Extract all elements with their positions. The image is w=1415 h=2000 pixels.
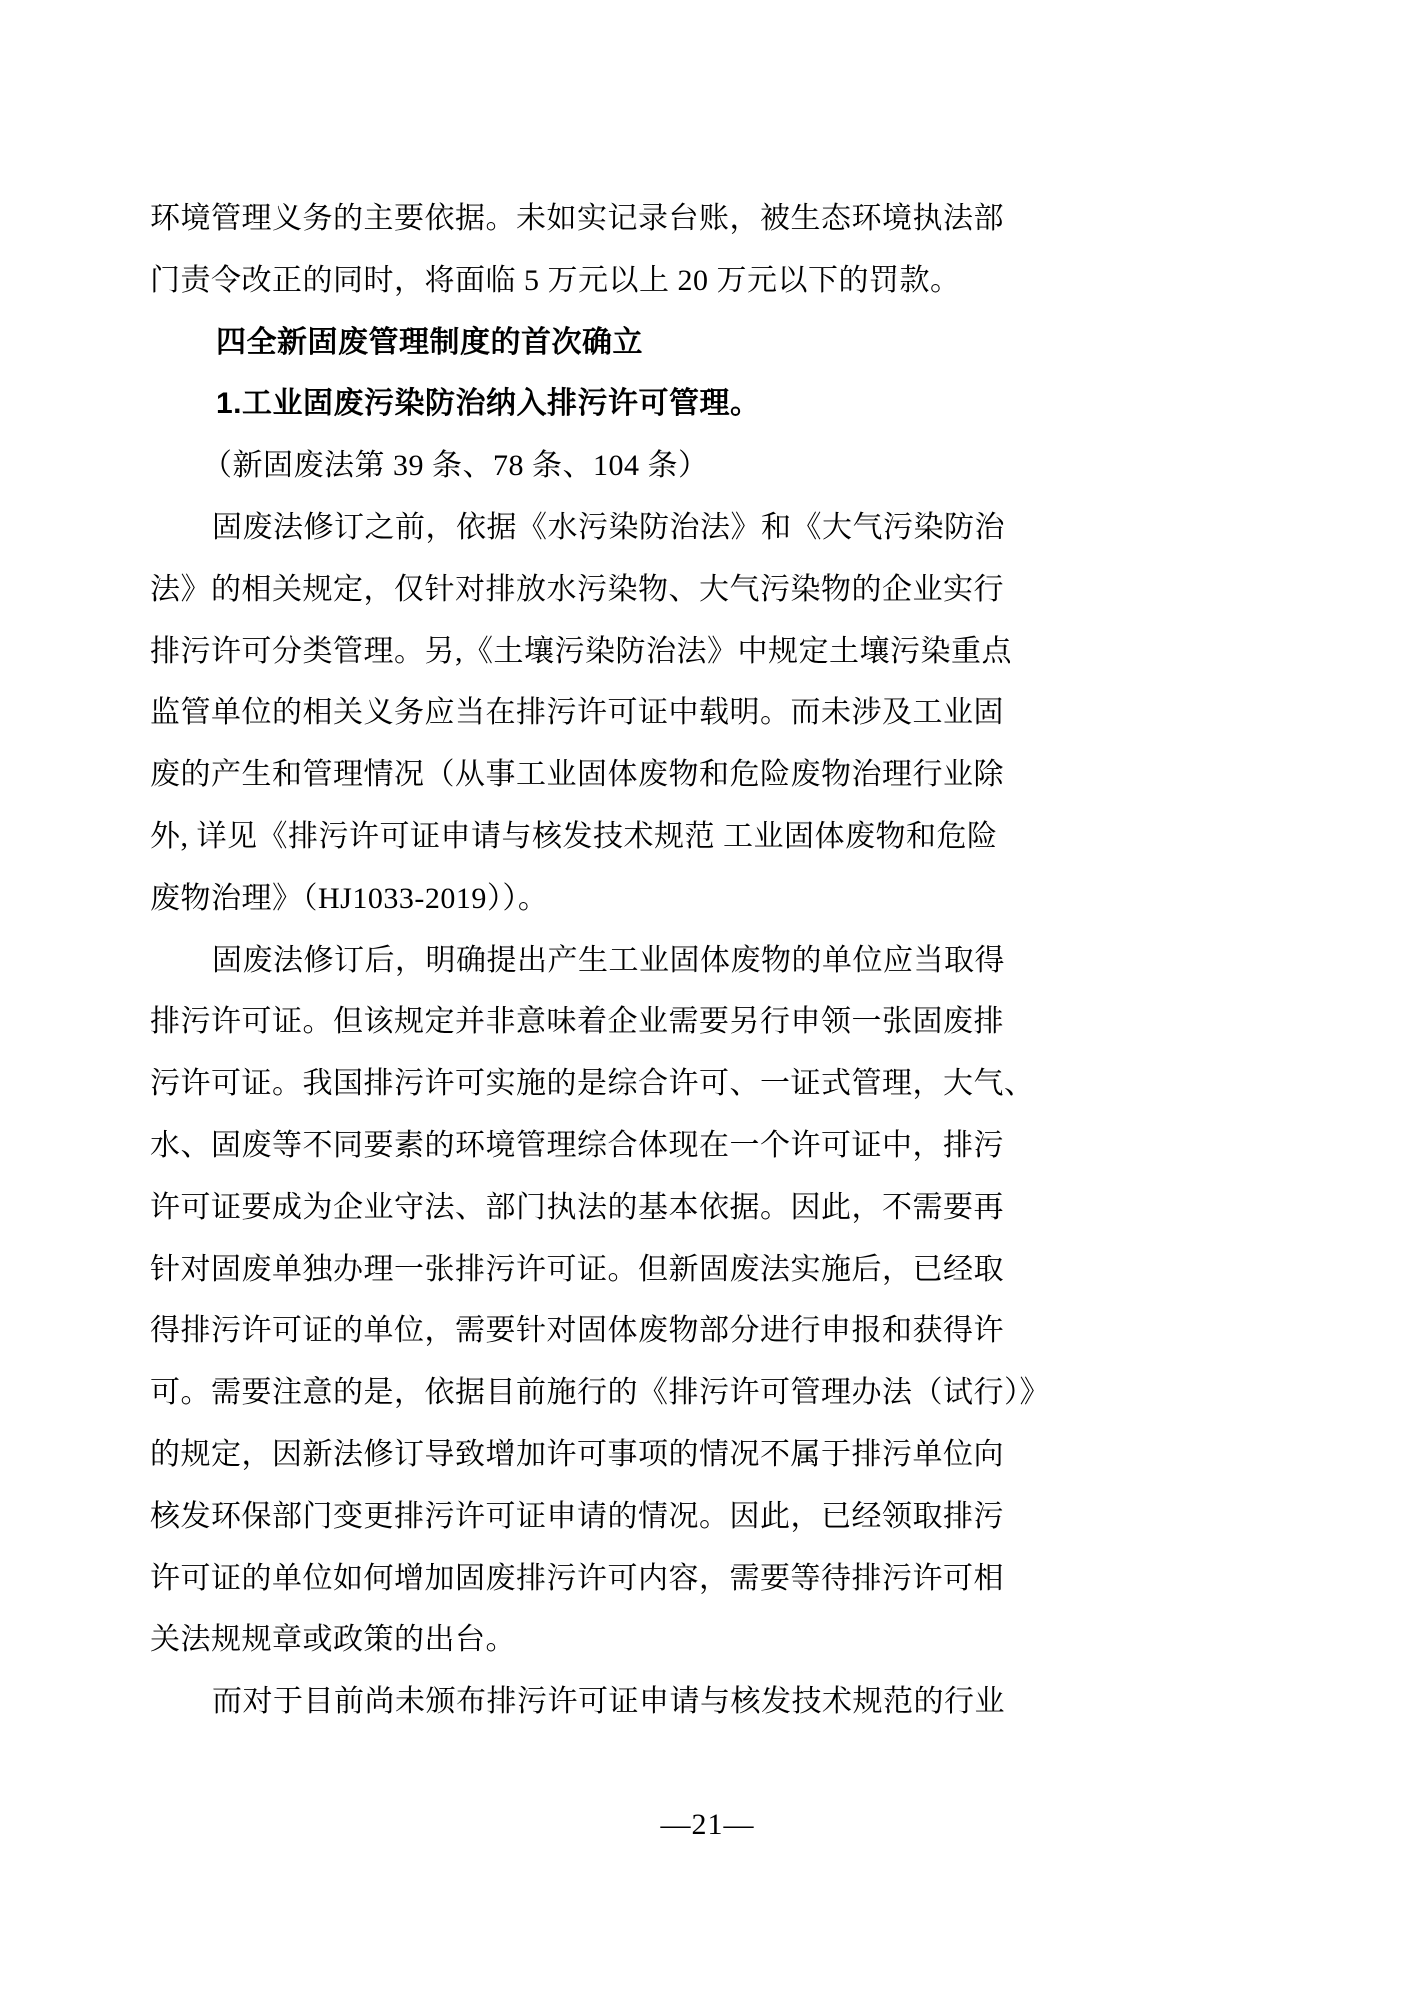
text-line: 的规定，因新法修订导致增加许可事项的情况不属于排污单位向: [150, 1437, 1004, 1471]
subsection-heading: 1.工业固废污染防治纳入排污许可管理。: [216, 387, 761, 421]
paragraph-first-line: 固废法修订后，明确提出产生工业固体废物的单位应当取得: [212, 943, 1005, 977]
law-article-reference: （新固废法第 39 条、78 条、104 条）: [202, 449, 709, 483]
text-line: 废物治理》（HJ1033-2019））。: [150, 881, 549, 915]
text-line: 水、固废等不同要素的环境管理综合体现在一个许可证中，排污: [150, 1128, 1004, 1162]
paragraph-first-line: 固废法修订之前，依据《水污染防治法》和《大气污染防治: [212, 510, 1005, 544]
text-line: 许可证要成为企业守法、部门执法的基本依据。因此，不需要再: [150, 1190, 1004, 1224]
text-line: 排污许可证。但该规定并非意味着企业需要另行申领一张固废排: [150, 1005, 1004, 1039]
text-line: 核发环保部门变更排污许可证申请的情况。因此，已经领取排污: [150, 1499, 1004, 1533]
text-line: 废的产生和管理情况（从事工业固体废物和危险废物治理行业除: [150, 758, 1004, 792]
text-line: 关法规规章或政策的出台。: [150, 1623, 516, 1657]
text-line: 环境管理义务的主要依据。未如实记录台账，被生态环境执法部: [150, 202, 1004, 235]
text-line: 污许可证。我国排污许可实施的是综合许可、一证式管理，大气、: [150, 1067, 1035, 1101]
text-line: 门责令改正的同时，将面临 5 万元以上 20 万元以下的罚款。: [150, 263, 961, 297]
text-line: 得排污许可证的单位，需要针对固体废物部分进行申报和获得许: [150, 1314, 1004, 1348]
page-number: —21—: [660, 1808, 755, 1841]
section-heading: 四全新固废管理制度的首次确立: [216, 325, 643, 359]
text-line: 针对固废单独办理一张排污许可证。但新固废法实施后，已经取: [150, 1252, 1004, 1286]
text-line: 监管单位的相关义务应当在排污许可证中载明。而未涉及工业固: [150, 696, 1004, 730]
paragraph-first-line: 而对于目前尚未颁布排污许可证申请与核发技术规范的行业: [212, 1685, 1005, 1719]
text-line: 许可证的单位如何增加固废排污许可内容，需要等待排污许可相: [150, 1561, 1004, 1595]
text-line: 排污许可分类管理。另,《土壤污染防治法》中规定土壤污染重点: [150, 634, 1012, 668]
document-body: [150, 188, 1050, 1733]
text-line: 法》的相关规定，仅针对排放水污染物、大气污染物的企业实行: [150, 572, 1004, 606]
text-line: 外, 详见《排污许可证申请与核发技术规范 工业固体废物和危险: [150, 819, 998, 853]
text-line: 可。需要注意的是，依据目前施行的《排污许可管理办法（试行）》: [150, 1376, 1050, 1410]
